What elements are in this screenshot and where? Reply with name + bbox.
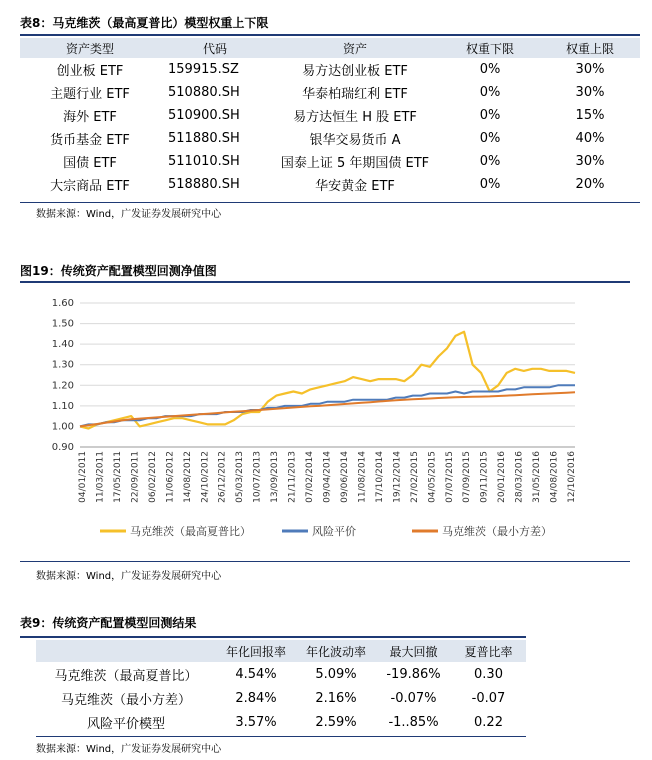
x-tick-label: 26/12/2012 — [217, 451, 228, 503]
x-tick-label: 07/02/2014 — [305, 451, 316, 503]
figure19-caption: 图19：传统资产配置模型回测净值图 — [20, 264, 217, 278]
table-cell: 2.84% — [235, 690, 277, 706]
table-cell: 0.22 — [474, 714, 503, 730]
backtest-results-table — [36, 640, 526, 734]
x-tick-label: 21/11/2013 — [287, 451, 298, 503]
table-cell: 马克维茨（最高夏普比） — [54, 668, 198, 684]
table-cell: 511010.SH — [168, 154, 240, 169]
table-cell: 主题行业 ETF — [50, 87, 130, 102]
y-tick-label: 1.50 — [51, 318, 74, 330]
table-cell: 0% — [479, 62, 501, 77]
table-cell: 510900.SH — [168, 108, 240, 123]
table-cell: 20% — [575, 177, 605, 192]
x-tick-label: 11/03/2011 — [95, 451, 106, 503]
figure19-bottom-rule — [20, 561, 630, 562]
table-cell: 0.30 — [474, 666, 503, 682]
table-cell: 0% — [479, 85, 501, 100]
y-tick-label: 1.60 — [51, 298, 74, 309]
table-cell: -19.86% — [386, 666, 441, 682]
column-header: 年化波动率 — [296, 640, 376, 662]
table-cell: 银华交易货币 A — [309, 133, 401, 148]
figure19-top-rule — [20, 281, 630, 283]
table9-caption: 表9：传统资产配置模型回测结果 — [20, 616, 197, 630]
table-cell: 518880.SH — [168, 177, 240, 192]
column-header: 最大回撤 — [376, 640, 451, 662]
table-row — [36, 686, 526, 710]
column-header: 权重上限 — [540, 38, 640, 58]
column-header: 年化回报率 — [216, 640, 296, 662]
table-cell: 马克维茨（最小方差） — [60, 692, 191, 708]
x-tick-label: 11/08/2014 — [357, 451, 368, 503]
series-line — [80, 392, 575, 426]
table-cell: 40% — [575, 131, 605, 146]
table-cell: 3.57% — [235, 714, 277, 730]
x-tick-label: 10/07/2013 — [252, 451, 263, 503]
table8-top-rule — [20, 34, 640, 36]
weight-bounds-table — [20, 38, 640, 196]
table-row — [20, 150, 640, 173]
series-line — [80, 332, 575, 429]
table-row — [36, 710, 526, 734]
table-cell: 国债 ETF — [63, 156, 117, 171]
y-tick-label: 1.30 — [51, 359, 74, 371]
table-cell: 4.54% — [235, 666, 277, 682]
x-tick-label: 04/08/2016 — [549, 451, 560, 503]
table-cell: 511880.SH — [168, 131, 240, 146]
x-tick-label: 31/05/2016 — [532, 451, 543, 503]
x-tick-label: 05/03/2013 — [235, 451, 246, 503]
x-tick-label: 17/05/2011 — [112, 451, 123, 503]
figure19-source: 数据来源：Wind，广发证券发展研究中心 — [36, 571, 222, 582]
table9-top-rule — [20, 636, 526, 638]
table8-bottom-rule — [20, 202, 640, 203]
table-header-row — [36, 640, 526, 662]
column-header: 权重下限 — [440, 38, 540, 58]
table-cell: 0% — [479, 177, 501, 192]
table-cell: 5.09% — [315, 666, 357, 682]
column-header — [36, 640, 216, 662]
table-cell: 30% — [575, 62, 605, 77]
x-tick-label: 06/02/2012 — [147, 451, 158, 503]
x-tick-label: 04/01/2011 — [78, 451, 88, 503]
x-tick-label: 09/11/2015 — [479, 451, 490, 503]
x-tick-label: 09/06/2014 — [339, 451, 350, 503]
x-tick-label: 13/09/2013 — [270, 451, 281, 503]
x-tick-label: 09/04/2014 — [322, 451, 333, 503]
x-tick-label: 11/06/2012 — [165, 451, 176, 503]
table-cell: 2.59% — [315, 714, 357, 730]
table-cell: 华安黄金 ETF — [315, 179, 395, 194]
x-tick-label: 07/09/2015 — [462, 451, 473, 503]
legend-label: 风险平价 — [312, 525, 356, 538]
table-cell: 159915.SZ — [168, 62, 239, 77]
column-header: 代码 — [160, 38, 270, 58]
x-tick-label: 12/10/2016 — [567, 451, 577, 503]
table-cell: 0% — [479, 131, 501, 146]
x-tick-label: 22/09/2011 — [130, 451, 141, 503]
table-cell: 易方达恒生 H 股 ETF — [293, 110, 417, 125]
table-cell: -1..85% — [388, 714, 439, 730]
table-cell: 易方达创业板 ETF — [302, 64, 408, 79]
table9-bottom-rule — [36, 736, 526, 737]
x-tick-label: 28/03/2016 — [514, 451, 525, 503]
table-cell: 2.16% — [315, 690, 357, 706]
table-cell: 海外 ETF — [63, 110, 117, 125]
x-tick-label: 07/07/2015 — [444, 451, 455, 503]
x-tick-label: 27/02/2015 — [409, 451, 420, 503]
table-row — [36, 662, 526, 686]
column-header: 夏普比率 — [451, 640, 526, 662]
x-tick-label: 24/10/2012 — [200, 451, 211, 503]
x-tick-label: 20/01/2016 — [497, 450, 508, 503]
column-header: 资产类型 — [20, 38, 160, 58]
table-cell: 华泰柏瑞红利 ETF — [302, 87, 408, 102]
table-row — [20, 58, 640, 81]
x-tick-label: 17/10/2014 — [374, 451, 385, 503]
table-cell: 国泰上证 5 年期国债 ETF — [280, 156, 430, 171]
table8-caption: 表8：马克维茨（最高夏普比）模型权重上下限 — [20, 16, 269, 30]
y-tick-label: 1.10 — [51, 400, 74, 412]
table-cell: 货币基金 ETF — [50, 133, 130, 148]
legend-label: 马克维茨（最小方差） — [442, 525, 552, 538]
table8-source: 数据来源：Wind，广发证券发展研究中心 — [36, 209, 222, 220]
table-cell: -0.07 — [471, 690, 506, 706]
table9-source: 数据来源：Wind，广发证券发展研究中心 — [36, 744, 222, 755]
table-cell: 0% — [479, 108, 501, 123]
y-tick-label: 1.00 — [51, 421, 74, 433]
y-tick-label: 0.90 — [51, 442, 74, 453]
table-row — [20, 173, 640, 196]
table-cell: -0.07% — [390, 690, 437, 706]
legend-label: 马克维茨（最高夏普比） — [130, 525, 251, 538]
x-tick-label: 04/05/2015 — [427, 451, 438, 503]
x-tick-label: 14/08/2012 — [182, 451, 193, 503]
table-cell: 风险平价模型 — [86, 716, 165, 732]
y-tick-label: 1.20 — [51, 380, 74, 392]
table-cell: 0% — [479, 154, 501, 169]
table-cell: 创业板 ETF — [56, 64, 124, 79]
y-tick-label: 1.40 — [51, 339, 74, 351]
table-cell: 30% — [575, 85, 605, 100]
table-header-row — [20, 38, 640, 58]
table-cell: 15% — [575, 108, 605, 123]
table-row — [20, 81, 640, 104]
table-row — [20, 127, 640, 150]
nav-line-chart — [20, 285, 630, 560]
x-tick-label: 19/12/2014 — [392, 451, 403, 503]
column-header: 资产 — [270, 38, 440, 58]
table-cell: 大宗商品 ETF — [50, 179, 130, 194]
table-row — [20, 104, 640, 127]
table-cell: 30% — [575, 154, 605, 169]
table-cell: 510880.SH — [168, 85, 240, 100]
